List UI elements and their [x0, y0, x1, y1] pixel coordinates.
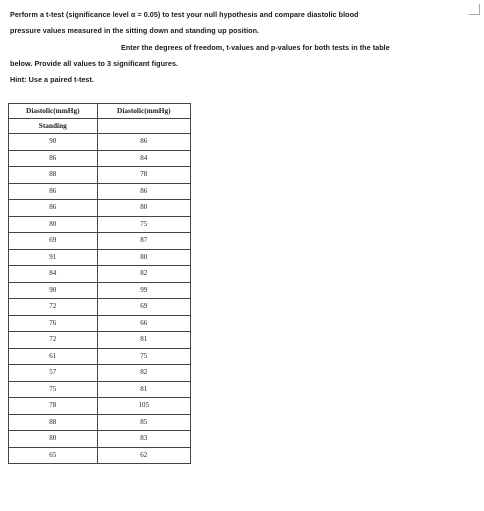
cell-standing-value: 90 — [9, 282, 98, 299]
cell-sitting-value: 86 — [97, 134, 190, 151]
cell-sitting-value: 81 — [97, 332, 190, 349]
instruction-line-3: Enter the degrees of freedom, t-values and p-values for both tests in the table — [121, 43, 390, 52]
cell-standing-value: 80 — [9, 216, 98, 233]
cell-sitting-value: 62 — [97, 447, 190, 464]
cell-sitting-value: 66 — [97, 315, 190, 332]
cell-standing-value: 65 — [9, 447, 98, 464]
instruction-line-1: Perform a t-test (significance level α = 0.05) to test your null hypothesis and compare diastolic blood — [10, 10, 359, 19]
cell-standing-value: 88 — [9, 414, 98, 431]
table-row — [9, 398, 191, 415]
cell-standing-value: 61 — [9, 348, 98, 365]
table-row — [9, 216, 191, 233]
table-row — [9, 431, 191, 448]
table-row — [9, 266, 191, 283]
cell-sitting-value: 82 — [97, 365, 190, 382]
cell-standing-value: 91 — [9, 249, 98, 266]
cell-sitting-value: 86 — [97, 183, 190, 200]
cell-sitting-value: 99 — [97, 282, 190, 299]
table-row — [9, 365, 191, 382]
cell-sitting-value: 80 — [97, 249, 190, 266]
header-diastolic-standing: Diastolic(mmHg) — [9, 104, 98, 119]
table-row — [9, 315, 191, 332]
cell-sitting-value: 83 — [97, 431, 190, 448]
cell-standing-value: 72 — [9, 332, 98, 349]
cell-standing-value: 86 — [9, 183, 98, 200]
cell-sitting-value: 69 — [97, 299, 190, 316]
hint-text: Hint: Use a paired t-test. — [10, 75, 94, 84]
header-standing-label: Standing — [9, 119, 98, 134]
table-row — [9, 167, 191, 184]
cell-standing-value: 69 — [9, 233, 98, 250]
cell-standing-value: 75 — [9, 381, 98, 398]
cell-sitting-value: 75 — [97, 216, 190, 233]
table-row — [9, 150, 191, 167]
header-diastolic-sitting: Diastolic(mmHg) — [97, 104, 190, 119]
cell-standing-value: 86 — [9, 200, 98, 217]
table-row — [9, 332, 191, 349]
table-row — [9, 249, 191, 266]
cell-standing-value: 72 — [9, 299, 98, 316]
table-header-row — [9, 104, 191, 119]
header-blank-cell — [97, 119, 190, 134]
table-row — [9, 282, 191, 299]
cell-sitting-value: 85 — [97, 414, 190, 431]
table-row — [9, 414, 191, 431]
instruction-line-4: below. Provide all values to 3 significant figures. — [10, 59, 179, 68]
cell-sitting-value: 80 — [97, 200, 190, 217]
cell-standing-value: 76 — [9, 315, 98, 332]
cell-sitting-value: 84 — [97, 150, 190, 167]
cell-standing-value: 88 — [9, 167, 98, 184]
instruction-line-2: pressure values measured in the sitting down and standing up position. — [10, 26, 260, 35]
cell-sitting-value: 78 — [97, 167, 190, 184]
cell-sitting-value: 87 — [97, 233, 190, 250]
cell-sitting-value: 82 — [97, 266, 190, 283]
cell-sitting-value: 75 — [97, 348, 190, 365]
cell-standing-value: 86 — [9, 150, 98, 167]
table-row — [9, 200, 191, 217]
cell-standing-value: 57 — [9, 365, 98, 382]
table-row — [9, 134, 191, 151]
table-row — [9, 299, 191, 316]
table-row — [9, 233, 191, 250]
cell-sitting-value: 105 — [97, 398, 190, 415]
cell-standing-value: 84 — [9, 266, 98, 283]
cell-standing-value: 90 — [9, 134, 98, 151]
cell-standing-value: 80 — [9, 431, 98, 448]
table-row — [9, 447, 191, 464]
table-row — [9, 183, 191, 200]
table-row — [9, 348, 191, 365]
blood-pressure-table — [8, 103, 191, 464]
cell-sitting-value: 81 — [97, 381, 190, 398]
cell-standing-value: 78 — [9, 398, 98, 415]
table-subheader-row — [9, 119, 191, 134]
table-body — [9, 134, 191, 464]
page-corner-mark — [469, 4, 480, 15]
table-row — [9, 381, 191, 398]
